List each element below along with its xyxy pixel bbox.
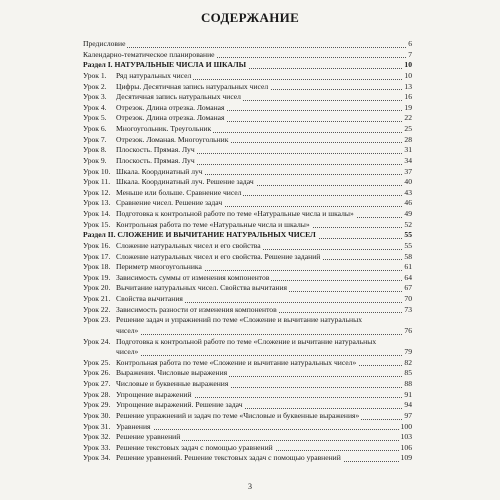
toc-page-number: 49 bbox=[404, 209, 412, 218]
toc-entry-text: Календарно-тематическое планирование bbox=[83, 49, 215, 59]
toc-entry-text: Раздел II. СЛОЖЕНИЕ И ВЫЧИТАНИЕ НАТУРАЛЬНЫХ ЧИСЕЛ bbox=[83, 230, 316, 240]
toc-page-number: 94 bbox=[404, 400, 412, 410]
toc-entry-text: Подготовка к контрольной работе по теме «Натуральные числа и шкалы» bbox=[116, 209, 354, 218]
toc-entry-text-continued: чисел» bbox=[116, 325, 139, 335]
toc-page-number: 61 bbox=[404, 262, 412, 272]
toc-lesson-number: Урок 33. bbox=[83, 442, 111, 452]
toc-entry-title bbox=[116, 188, 402, 199]
toc-entry-title bbox=[116, 315, 402, 336]
toc-entry-text: Отрезок. Ломаная. Многоугольник bbox=[116, 134, 229, 144]
toc-lesson-number: Урок 12. bbox=[83, 187, 111, 197]
toc-entry-text: Предисловие bbox=[83, 39, 126, 48]
toc-entry bbox=[83, 315, 412, 336]
toc-entry-title bbox=[116, 379, 402, 390]
toc-lesson-number: Урок 15. bbox=[83, 219, 111, 229]
toc-entry bbox=[83, 145, 412, 156]
toc-entry-title bbox=[116, 145, 402, 156]
toc-entry bbox=[83, 337, 412, 358]
toc-lesson-number: Урок 6. bbox=[83, 124, 107, 133]
toc-entry bbox=[83, 379, 412, 390]
toc-lesson-number: Урок 27. bbox=[83, 379, 111, 388]
toc-entry-title bbox=[116, 124, 402, 135]
toc-entry bbox=[83, 198, 412, 209]
toc-entry-text: Шкала. Координатный луч bbox=[116, 166, 203, 176]
toc-entry-text: Сложение натуральных чисел и его свойства. Решение заданий bbox=[116, 251, 321, 261]
toc-entry bbox=[83, 422, 412, 433]
toc-page-number: 100 bbox=[400, 421, 412, 431]
page-number: 3 bbox=[248, 482, 252, 491]
toc-page-number: 22 bbox=[404, 113, 412, 123]
toc-entry-text: Раздел I. НАТУРАЛЬНЫЕ ЧИСЛА И ШКАЛЫ bbox=[83, 60, 247, 70]
toc-entry-title bbox=[116, 135, 402, 146]
toc-section-heading bbox=[83, 230, 412, 241]
toc-page-number: 16 bbox=[404, 92, 412, 102]
toc-entry-text: Свойства вычитания bbox=[116, 294, 183, 303]
dot-leader bbox=[116, 355, 402, 356]
toc-entry-title bbox=[116, 252, 402, 263]
toc-entry-title bbox=[116, 209, 402, 220]
toc-entry-text: Выражения. Числовые выражения bbox=[116, 368, 228, 378]
toc-page-number: 70 bbox=[404, 294, 412, 303]
toc-entry bbox=[83, 411, 412, 422]
toc-entry bbox=[83, 390, 412, 401]
toc-entry bbox=[83, 432, 412, 443]
toc-page-number: 46 bbox=[404, 198, 412, 208]
toc-entry-text: Подготовка к контрольной работе по теме «Сложение и вычитание натуральных bbox=[116, 336, 377, 346]
toc-entry bbox=[83, 453, 412, 464]
toc-entry bbox=[83, 400, 412, 411]
toc-entry-text: Многоугольник. Треугольник bbox=[116, 124, 212, 133]
toc-lesson-number: Урок 28. bbox=[83, 389, 111, 399]
toc-lesson-number: Урок 7. bbox=[83, 134, 107, 144]
toc-entry-title bbox=[116, 294, 402, 305]
toc-entry-title bbox=[116, 390, 402, 401]
toc-page-number: 40 bbox=[404, 177, 412, 187]
toc-page-number: 103 bbox=[400, 432, 412, 442]
toc-lesson-number: Урок 10. bbox=[83, 166, 111, 176]
dot-leader bbox=[116, 334, 402, 335]
toc-page-number: 82 bbox=[404, 357, 412, 367]
toc-entry bbox=[83, 283, 412, 294]
toc-page-number: 43 bbox=[404, 187, 412, 197]
toc-lesson-number: Урок 11. bbox=[83, 177, 111, 187]
toc-lesson-number: Урок 23. bbox=[83, 315, 111, 325]
toc-page-number: 55 bbox=[404, 240, 412, 250]
toc-lesson-number: Урок 17. bbox=[83, 251, 111, 261]
dot-leader bbox=[116, 429, 399, 430]
toc-lesson-number: Урок 3. bbox=[83, 92, 107, 102]
toc-page-number: 37 bbox=[404, 166, 412, 176]
toc-entry-title bbox=[116, 411, 402, 422]
toc-entry bbox=[83, 156, 412, 167]
toc-entry-title bbox=[116, 443, 399, 454]
toc-entry-title bbox=[116, 453, 399, 464]
toc-page-number: 91 bbox=[404, 389, 412, 399]
toc-entry-text: Отрезок. Длина отрезка. Ломаная bbox=[116, 113, 225, 123]
toc-entry bbox=[83, 71, 412, 82]
toc-entry-title bbox=[116, 71, 402, 82]
toc-lesson-number: Урок 24. bbox=[83, 336, 111, 346]
toc-entry bbox=[83, 443, 412, 454]
toc-entry-title bbox=[116, 305, 402, 316]
toc-entry-title bbox=[116, 262, 402, 273]
toc-entry-title bbox=[116, 273, 402, 284]
toc-entry-title bbox=[116, 422, 399, 433]
toc-entry-text: Ряд натуральных чисел bbox=[116, 70, 192, 80]
toc-entry-title bbox=[116, 283, 402, 294]
toc-entry bbox=[83, 135, 412, 146]
toc-entry-text: Сложение натуральных чисел и его свойства bbox=[116, 240, 261, 250]
toc-entry bbox=[83, 220, 412, 231]
toc-page-number: 58 bbox=[404, 251, 412, 261]
toc-entry-text: Решение уравнений. Решение текстовых задач с помощью уравнений bbox=[116, 453, 341, 463]
toc-lesson-number: Урок 13. bbox=[83, 198, 111, 208]
toc-lesson-number: Урок 18. bbox=[83, 262, 111, 272]
toc-entry-text: Контрольная работа по теме «Натуральные числа и шкалы» bbox=[116, 219, 310, 229]
toc-entry bbox=[83, 50, 412, 61]
toc-lesson-number: Урок 5. bbox=[83, 113, 107, 123]
toc-page-number: 25 bbox=[404, 124, 412, 133]
toc-entry bbox=[83, 124, 412, 135]
toc-entry-text: Решение уравнений bbox=[116, 432, 181, 442]
toc-lesson-number: Урок 4. bbox=[83, 102, 107, 112]
toc-entry-text: Плоскость. Прямая. Луч bbox=[116, 145, 195, 155]
toc-entry bbox=[83, 252, 412, 263]
toc-page-number: 88 bbox=[404, 379, 412, 388]
toc-page-number: 52 bbox=[404, 219, 412, 229]
toc-entry-title bbox=[116, 358, 402, 369]
toc-entry bbox=[83, 262, 412, 273]
toc-entry-title bbox=[116, 167, 402, 178]
toc-page-number: 6 bbox=[408, 39, 412, 48]
toc-entry-title bbox=[116, 177, 402, 188]
toc-entry-title bbox=[116, 337, 402, 358]
page-title: СОДЕРЖАНИЕ bbox=[200, 10, 300, 25]
toc-page-number: 34 bbox=[404, 155, 412, 165]
toc-lesson-number: Урок 16. bbox=[83, 240, 111, 250]
toc-entry-title bbox=[116, 432, 399, 443]
toc-page-number: 10 bbox=[404, 60, 412, 70]
toc-entry-title bbox=[83, 50, 406, 61]
toc-page-number: 109 bbox=[400, 453, 412, 463]
toc-entry bbox=[83, 368, 412, 379]
toc-entry-text: Цифры. Десятичная запись натуральных чисел bbox=[116, 81, 269, 91]
toc-entry bbox=[83, 209, 412, 220]
toc-entry-title bbox=[83, 60, 402, 71]
toc-entry-title bbox=[83, 39, 406, 50]
toc-entry bbox=[83, 294, 412, 305]
toc-page-number: 19 bbox=[404, 102, 412, 112]
toc-lesson-number: Урок 9. bbox=[83, 155, 107, 165]
toc-entry-title bbox=[83, 230, 402, 241]
toc-entry bbox=[83, 113, 412, 124]
toc-entry-text: Упрощение выражений. Решение задач bbox=[116, 400, 243, 410]
toc-lesson-number: Урок 29. bbox=[83, 400, 111, 410]
toc-entry-text: Решение текстовых задач с помощью уравнений bbox=[116, 442, 273, 452]
toc-entry-text: Числовые и буквенные выражения bbox=[116, 379, 229, 388]
toc-lesson-number: Урок 21. bbox=[83, 294, 111, 303]
toc-entry-title bbox=[116, 113, 402, 124]
toc-entry-title bbox=[116, 156, 402, 167]
toc-page-number: 64 bbox=[404, 272, 412, 282]
toc-page-number: 76 bbox=[404, 325, 412, 335]
toc-section-heading bbox=[83, 60, 412, 71]
toc-page-number: 73 bbox=[404, 304, 412, 314]
toc-lesson-number: Урок 14. bbox=[83, 209, 111, 218]
toc-entry bbox=[83, 358, 412, 369]
toc-entry-title bbox=[116, 368, 402, 379]
dot-leader bbox=[83, 47, 406, 48]
toc-entry-text-continued: чисел» bbox=[116, 347, 139, 357]
toc-lesson-number: Урок 2. bbox=[83, 81, 107, 91]
toc-page-number: 31 bbox=[404, 145, 412, 155]
toc-entry bbox=[83, 92, 412, 103]
toc-entry-text: Уравнения bbox=[116, 421, 151, 431]
toc-entry bbox=[83, 273, 412, 284]
toc-page-number: 106 bbox=[400, 442, 412, 452]
toc-entry-title bbox=[116, 82, 402, 93]
toc-entry-text: Контрольная работа по теме «Сложение и вычитание натуральных чисел» bbox=[116, 357, 357, 367]
toc-entry bbox=[83, 241, 412, 252]
toc-lesson-number: Урок 34. bbox=[83, 453, 111, 463]
toc-entry bbox=[83, 82, 412, 93]
toc-entry-title bbox=[116, 241, 402, 252]
toc-page-number: 85 bbox=[404, 368, 412, 378]
toc-page-number: 67 bbox=[404, 283, 412, 293]
toc-entry-title bbox=[116, 400, 402, 411]
toc-lesson-number: Урок 1. bbox=[83, 70, 107, 80]
toc-lesson-number: Урок 26. bbox=[83, 368, 111, 378]
toc-entry-text: Плоскость. Прямая. Луч bbox=[116, 155, 195, 165]
toc-lesson-number: Урок 25. bbox=[83, 357, 111, 367]
toc-entry-title bbox=[116, 103, 402, 114]
toc-entry-text: Меньше или больше. Сравнение чисел bbox=[116, 187, 242, 197]
toc-entry-text: Отрезок. Длина отрезка. Ломаная bbox=[116, 102, 225, 112]
toc-page-number: 79 bbox=[404, 347, 412, 357]
toc-entry-text: Десятичная запись натуральных чисел bbox=[116, 92, 241, 102]
toc-lesson-number: Урок 31. bbox=[83, 421, 111, 431]
toc-entry-title bbox=[116, 92, 402, 103]
toc-page-number: 97 bbox=[404, 410, 412, 420]
toc-lesson-number: Урок 32. bbox=[83, 432, 111, 442]
toc-entry-text: Решение задач и упражнений по теме «Сложение и вычитание натуральных bbox=[116, 315, 362, 325]
toc-entry bbox=[83, 39, 412, 50]
toc-entry-title bbox=[116, 220, 402, 231]
toc-entry bbox=[83, 177, 412, 188]
toc-entry-text: Решение упражнений и задач по теме «Числовые и буквенные выражения» bbox=[116, 410, 360, 420]
toc-entry bbox=[83, 167, 412, 178]
toc-lesson-number: Урок 22. bbox=[83, 304, 111, 314]
toc-lesson-number: Урок 30. bbox=[83, 410, 111, 420]
toc-entry-text: Периметр многоугольника bbox=[116, 262, 202, 272]
toc-entry-text: Зависимость разности от изменения компонентов bbox=[116, 304, 277, 314]
table-of-contents bbox=[83, 39, 412, 464]
toc-entry-text: Упрощение выражений bbox=[116, 389, 192, 399]
toc-entry bbox=[83, 103, 412, 114]
toc-page-number: 55 bbox=[404, 230, 412, 240]
toc-lesson-number: Урок 20. bbox=[83, 283, 111, 293]
toc-lesson-number: Урок 8. bbox=[83, 145, 107, 155]
toc-entry-text: Сравнение чисел. Решение задач bbox=[116, 198, 223, 208]
toc-page-number: 7 bbox=[408, 49, 412, 59]
toc-page-number: 28 bbox=[404, 134, 412, 144]
toc-entry-text: Вычитание натуральных чисел. Свойства вычитания bbox=[116, 283, 288, 293]
toc-entry bbox=[83, 305, 412, 316]
toc-page-number: 10 bbox=[404, 70, 412, 80]
toc-lesson-number: Урок 19. bbox=[83, 272, 111, 282]
toc-entry-text: Шкала. Координатный луч. Решение задач bbox=[116, 177, 254, 187]
toc-entry bbox=[83, 188, 412, 199]
toc-entry-text: Зависимость суммы от изменения компонентов bbox=[116, 272, 270, 282]
toc-page-number: 13 bbox=[404, 81, 412, 91]
toc-entry-title bbox=[116, 198, 402, 209]
